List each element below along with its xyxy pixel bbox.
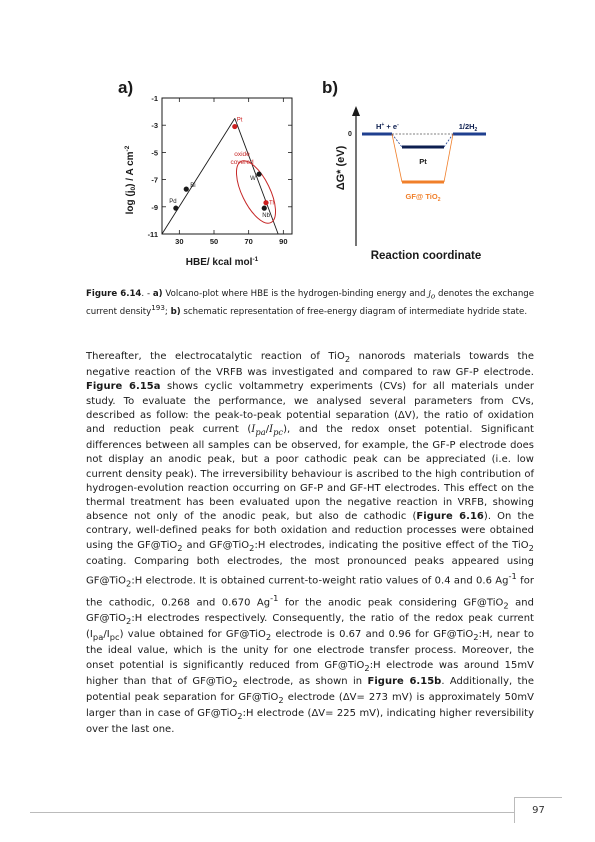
- energy-axis-arrow: [352, 106, 360, 116]
- panel-a-label: a): [118, 78, 134, 97]
- page-number: 97: [514, 797, 562, 823]
- caption-j-subscript: o: [430, 291, 436, 301]
- y-tick-label: -5: [151, 148, 158, 158]
- oxide-label-line2: covered: [230, 159, 254, 166]
- point-bi: [184, 187, 189, 192]
- y-tick-label: -1: [151, 94, 158, 103]
- point-pd: [173, 206, 178, 211]
- caption-separator: . -: [141, 289, 153, 299]
- volcano-y-label: $\log (j_0)$ / A $cm^{-2}$: [124, 145, 137, 215]
- point-label-nb: Nb: [262, 213, 270, 220]
- figure-6-15b-ref: Figure 6.15b: [367, 675, 442, 687]
- caption-a-label: a): [152, 289, 163, 299]
- caption-j-symbol: j: [428, 289, 431, 299]
- body-paragraph: Thereafter, the electrocatalytic reaction of TiO$_2$ nanorods materials towards the negative reaction of the VRFB was investigated and compared to raw GF-P electrode. Figure 6.15a shows cyclic voltammetry experiments (CVs) for all materials under study. To evaluate the performance, we analysed several parameters from CVs, described as follow: the peak-to-peak potential separation (ΔV), the ratio of oxidation and reduction peak current $(I_{pa}/I_{pc})$, and the redox onset potential. Significant differences between all samples can be observed, for example, the GF-P electrode does not display an anodic peak, but a poor cathodic peak can be appreciated (i.e. low current density peak). The irreversibility behaviour is ascribed to the high contribution of hydrogen-evolution reaction occurring on GF-P and GF-HT electrodes. This effect on the thermal treatment has been evaluated upon the negative reaction in VRFB, showing absence not only of the anodic peak, but also de cathodic (Figure 6.16). On the contrary, well-defined peaks for both oxidation and reduction processes were obtained using the GF@TiO$_2$ and GF@TiO$_2$:H electrodes, indicating the positive effect of the TiO$_2$ coating. Comparing both electrodes, the most pronounced peaks appeared using GF@TiO$_2$:H electrode. It is obtained current-to-weight ratio values of 0.4 and 0.6 $Ag^{-1}$ for the cathodic, 0.268 and 0.670 $Ag^{-1}$ for the anodic peak considering GF@TiO$_2$ and GF@TiO$_2$:H electrodes respectively. Consequently, the ratio of the redox peak current $(I_{pa}/I_{pc})$ value obtained for GF@TiO$_2$ electrode is 0.67 and 0.96 for GF@TiO$_2$:H, near to the ideal value, which is the unity for one electrode transfer process. Moreover, the onset potential is significantly reduced from GF@TiO$_2$:H electrode was around 15mV higher than that of GF@TiO$_2$ electrode, as shown in Figure 6.15b. Additionally, the potential peak separation for GF@TiO$_2$ electrode (ΔV= 273 mV) is approximately 50mV larger than in case of GF@TiO$_2$:H electrode (ΔV= 225 mV), indicating higher reversibility over the last one.: [86, 351, 535, 736]
- pt-label: Pt: [419, 157, 427, 166]
- y-tick-label: -7: [151, 175, 158, 185]
- tio2-connector-left: [392, 134, 402, 182]
- reaction-coordinate-label: Reaction coordinate: [370, 250, 482, 262]
- caption-text-4: schematic representation of free-energy diagram of intermediate hydride state.: [180, 306, 528, 317]
- point-pt: [232, 124, 237, 129]
- left-state-label: H+ + e-: [376, 122, 399, 131]
- zero-label: 0: [348, 131, 352, 138]
- point-w: [256, 172, 261, 177]
- oxide-covered-ellipse: [229, 155, 284, 228]
- point-label-ti: Ti: [269, 200, 274, 207]
- point-ti: [263, 200, 268, 205]
- volcano-plot: [108, 78, 308, 278]
- caption-b-label: b): [170, 306, 181, 317]
- x-tick-label: 70: [244, 237, 253, 246]
- right-state-label: $1/2H_2$: [458, 122, 478, 133]
- y-tick-label: -11: [147, 230, 158, 239]
- y-tick-label: -9: [151, 202, 158, 212]
- volcano-line-1: [162, 118, 235, 234]
- x-tick-label: 30: [175, 237, 184, 246]
- figure-6-16-ref: Figure 6.16: [416, 511, 484, 523]
- free-energy-diagram: [308, 78, 498, 278]
- caption-ref: 193: [151, 302, 165, 312]
- tio2-label: GF@ TiO$_2$: [405, 192, 441, 203]
- oxide-label-line1: oxide: [234, 151, 250, 158]
- volcano-x-label: HBE/ kcal mol$^{-1}$: [185, 256, 259, 268]
- caption-text-1: Volcano-plot where HBE is the hydrogen-binding energy and: [162, 289, 429, 299]
- caption-figure-label: Figure 6.14: [86, 289, 142, 299]
- figure-6-14: [108, 78, 498, 278]
- footer-rule: [30, 812, 514, 813]
- x-tick-label: 90: [279, 237, 288, 246]
- caption-text-3: ;: [164, 306, 171, 317]
- y-tick-label: -3: [151, 121, 158, 131]
- point-label-pd: Pd: [169, 199, 177, 206]
- energy-axis-label: ΔG* (eV): [335, 145, 347, 191]
- point-label-w: W: [250, 176, 256, 183]
- volcano-plot-frame: [162, 98, 292, 234]
- figure-6-15a-ref: Figure 6.15a: [86, 381, 161, 393]
- panel-b-label: b): [322, 78, 339, 97]
- point-nb: [262, 206, 267, 211]
- figure-caption: [86, 289, 534, 318]
- caption-text-2: denotes the exchange current density: [86, 289, 535, 317]
- point-label-pt: Pt: [236, 117, 243, 124]
- x-tick-label: 50: [209, 237, 219, 246]
- point-label-bi: Bi: [190, 183, 196, 190]
